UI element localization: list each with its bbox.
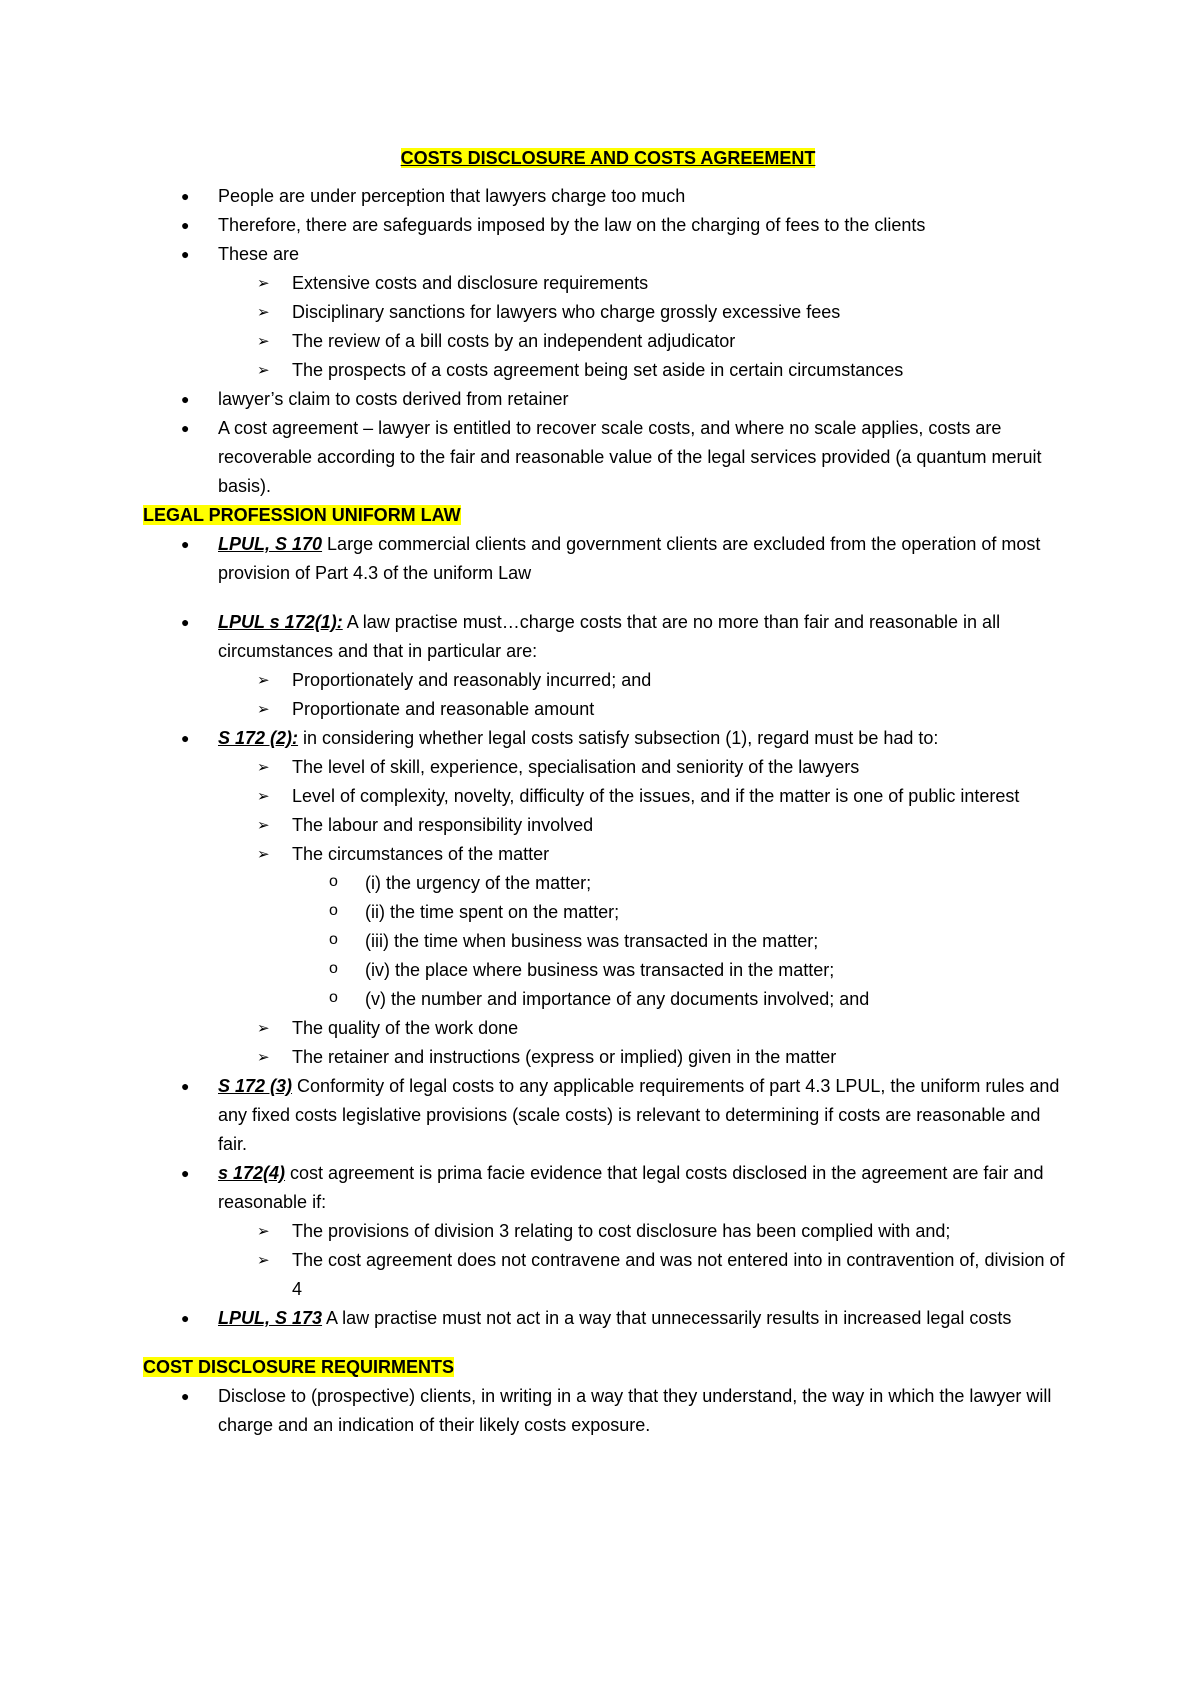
sub-list-item: ➢ The quality of the work done [143,1014,1073,1043]
sub-list-item: ➢ The prospects of a costs agreement being set aside in certain circumstances [143,356,1073,385]
circle-bullet-icon: o [329,931,338,948]
arrow-bullet-icon: ➢ [257,304,270,321]
intro-list [143,182,1073,501]
arrow-bullet-icon: ➢ [257,1223,270,1240]
bullet-icon: ● [181,420,190,436]
bullet-icon: ● [181,1078,190,1094]
list-item-s172-3: ● S 172 (3) Conformity of legal costs to any applicable requirements of part 4.3 LPUL, the uniform rules and any fixed costs legislative provisions (scale costs) is relevant to determining if costs are reasonable and fair. [143,1072,1073,1159]
bullet-icon: ● [181,188,190,204]
arrow-bullet-icon: ➢ [257,672,270,689]
section-reference: LPUL, S 170 [218,534,323,554]
section-heading-cost-disclosure: COST DISCLOSURE REQUIRMENTS [143,1357,455,1377]
list-item-s170: ● LPUL, S 170 Large commercial clients and government clients are excluded from the operation of most provision of Part 4.3 of the uniform Law [143,530,1073,588]
list-item: ● Disclose to (prospective) clients, in writing in a way that they understand, the way in which the lawyer will charge and an indication of their likely costs exposure. [143,1382,1073,1440]
arrow-bullet-icon: ➢ [257,759,270,776]
section-reference: LPUL, S 173 [218,1308,323,1328]
section-reference: s 172(4) [218,1163,286,1183]
arrow-bullet-icon: ➢ [257,333,270,350]
sub-list-item: ➢ Disciplinary sanctions for lawyers who charge grossly excessive fees [143,298,1073,327]
sub-list-item: ➢ The cost agreement does not contravene and was not entered into in contravention of, division of 4 [143,1246,1073,1304]
sub-list-item: ➢ The provisions of division 3 relating to cost disclosure has been complied with and; [143,1217,1073,1246]
arrow-bullet-icon: ➢ [257,362,270,379]
lpul-list [143,530,1073,588]
document-title: COSTS DISCLOSURE AND COSTS AGREEMENT [400,148,816,168]
sub-sub-list-item: o (iii) the time when business was transacted in the matter; [143,927,1073,956]
list-item: ● These are [143,240,1073,269]
lpul-list-continued [143,608,1073,1333]
list-item-s173: ● LPUL, S 173 A law practise must not act in a way that unnecessarily results in increased legal costs [143,1304,1073,1333]
sub-list-item: ➢ The review of a bill costs by an independent adjudicator [143,327,1073,356]
list-item: ● A cost agreement – lawyer is entitled to recover scale costs, and where no scale applies, costs are recoverable according to the fair and reasonable value of the legal services provided (a quantum meruit basis). [143,414,1073,501]
arrow-bullet-icon: ➢ [257,1252,270,1269]
sub-list-item: ➢ Extensive costs and disclosure requirements [143,269,1073,298]
bullet-icon: ● [181,1165,190,1181]
sub-list-item: ➢ The circumstances of the matter [143,840,1073,869]
list-item: ● Therefore, there are safeguards imposed by the law on the charging of fees to the clients [143,211,1073,240]
bullet-icon: ● [181,217,190,233]
circle-bullet-icon: o [329,989,338,1006]
document-body [143,144,1073,1440]
arrow-bullet-icon: ➢ [257,817,270,834]
list-item: ● lawyer’s claim to costs derived from retainer [143,385,1073,414]
arrow-bullet-icon: ➢ [257,701,270,718]
arrow-bullet-icon: ➢ [257,1049,270,1066]
spacer [143,588,1073,608]
arrow-bullet-icon: ➢ [257,846,270,863]
sub-sub-list-item: o (i) the urgency of the matter; [143,869,1073,898]
spacer [143,1333,1073,1353]
cost-disclosure-list [143,1382,1073,1440]
circle-bullet-icon: o [329,960,338,977]
list-item: ● People are under perception that lawyers charge too much [143,182,1073,211]
list-item-s172-2: ● S 172 (2): in considering whether legal costs satisfy subsection (1), regard must be had to: [143,724,1073,753]
sub-list-item: ➢ The retainer and instructions (express or implied) given in the matter [143,1043,1073,1072]
sub-list-item: ➢ Proportionate and reasonable amount [143,695,1073,724]
arrow-bullet-icon: ➢ [257,1020,270,1037]
sub-sub-list-item: o (v) the number and importance of any documents involved; and [143,985,1073,1014]
bullet-icon: ● [181,1310,190,1326]
bullet-icon: ● [181,536,190,552]
bullet-icon: ● [181,614,190,630]
sub-list-item: ➢ The level of skill, experience, specialisation and seniority of the lawyers [143,753,1073,782]
list-item-s172-1: ● LPUL s 172(1): A law practise must…charge costs that are no more than fair and reasonable in all circumstances and that in particular are: [143,608,1073,666]
bullet-icon: ● [181,391,190,407]
sub-sub-list-item: o (ii) the time spent on the matter; [143,898,1073,927]
section-reference: LPUL s 172(1): [218,612,343,632]
arrow-bullet-icon: ➢ [257,275,270,292]
sub-list-item: ➢ Proportionately and reasonably incurred; and [143,666,1073,695]
list-item-s172-4: ● s 172(4) cost agreement is prima facie evidence that legal costs disclosed in the agreement are fair and reasonable if: [143,1159,1073,1217]
bullet-icon: ● [181,730,190,746]
section-reference: S 172 (2): [218,728,299,748]
bullet-icon: ● [181,1388,190,1404]
sub-sub-list-item: o (iv) the place where business was transacted in the matter; [143,956,1073,985]
circle-bullet-icon: o [329,873,338,890]
bullet-icon: ● [181,246,190,262]
section-heading-lpul: LEGAL PROFESSION UNIFORM LAW [143,505,461,525]
section-reference: S 172 (3) [218,1076,293,1096]
sub-list-item: ➢ Level of complexity, novelty, difficulty of the issues, and if the matter is one of public interest [143,782,1073,811]
sub-list-item: ➢ The labour and responsibility involved [143,811,1073,840]
arrow-bullet-icon: ➢ [257,788,270,805]
circle-bullet-icon: o [329,902,338,919]
